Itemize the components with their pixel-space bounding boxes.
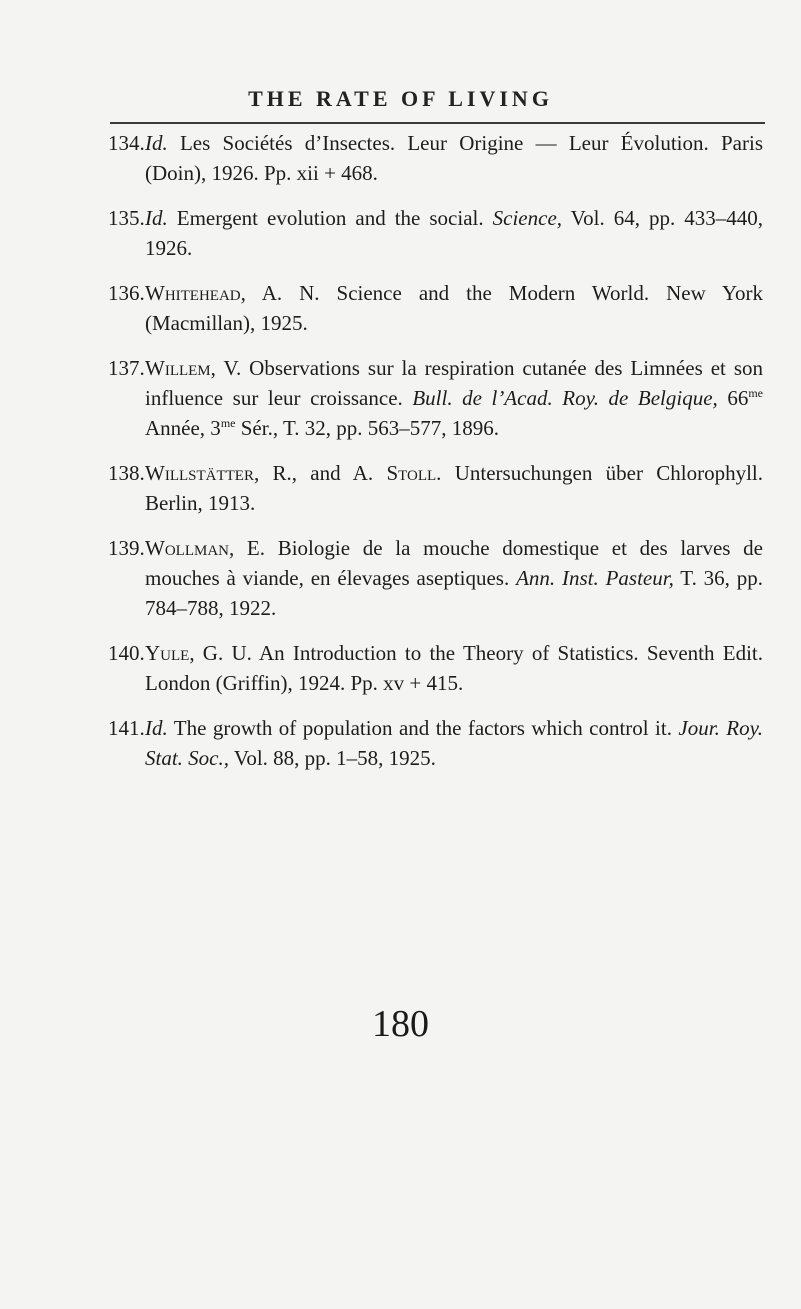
reference-text-segment: Vol. 64, pp. 433–440, 1926.	[145, 206, 763, 260]
reference-text-segment: Wollman,	[145, 536, 235, 560]
reference-text-segment: me	[220, 416, 236, 430]
reference-text-segment: R., and A.	[259, 461, 387, 485]
reference-entry	[108, 713, 763, 773]
reference-text-segment: Untersuchungen über Chlorophyll. Berlin, 1913.	[145, 461, 763, 515]
reference-text-segment: Willstätter,	[145, 461, 260, 485]
reference-list	[108, 128, 763, 788]
reference-text-segment: 66	[717, 386, 749, 410]
reference-number: 139.	[108, 536, 145, 560]
reference-text-segment: Emergent evolution and the social.	[167, 206, 493, 230]
reference-text-segment: A. N. Science and the Modern World. New York (Macmillan), 1925.	[145, 281, 763, 335]
reference-text-segment: Whitehead,	[145, 281, 246, 305]
reference-entry	[108, 203, 763, 263]
reference-text-segment: G. U. An Introduction to the Theory of Statistics. Seventh Edit. London (Griffin), 1924. Pp. xv + 415.	[145, 641, 763, 695]
reference-number: 137.	[108, 356, 145, 380]
reference-number: 134.	[108, 131, 145, 155]
reference-text-segment: Ann. Inst. Pasteur,	[516, 566, 674, 590]
reference-entry	[108, 458, 763, 518]
reference-number: 140.	[108, 641, 145, 665]
reference-entry	[108, 533, 763, 623]
running-head: THE RATE OF LIVING	[248, 86, 553, 111]
reference-text-segment: Yule,	[145, 641, 195, 665]
reference-text-segment: V. Observations sur la respiration cutanée des Limnées et son influence sur leur croissance.	[145, 356, 763, 410]
reference-text-segment: Id.	[145, 206, 168, 230]
reference-entry	[108, 353, 763, 443]
reference-text-segment: Année, 3	[145, 416, 221, 440]
reference-text-segment: T. 36, pp. 784–788, 1922.	[145, 566, 764, 620]
reference-number: 138.	[108, 461, 145, 485]
reference-text-segment: Id.	[145, 716, 168, 740]
reference-entry	[108, 128, 763, 188]
page-number: 180	[372, 1003, 429, 1045]
reference-text-segment: Les Sociétés d’Insectes. Leur Origine — Leur Évolution. Paris (Doin), 1926. Pp. xii + 468.	[145, 131, 763, 185]
reference-text-segment: Stoll.	[386, 461, 442, 485]
reference-number: 141.	[108, 716, 145, 740]
reference-text-segment: Willem,	[145, 356, 216, 380]
reference-text-segment: Science,	[492, 206, 563, 230]
reference-text-segment: Sér., T. 32, pp. 563–577, 1896.	[235, 416, 499, 440]
reference-number: 135.	[108, 206, 145, 230]
reference-entry	[108, 278, 763, 338]
reference-text-segment: Id.	[145, 131, 168, 155]
reference-number: 136.	[108, 281, 145, 305]
reference-text-segment: Vol. 88, pp. 1–58, 1925.	[229, 746, 436, 770]
reference-text-segment: E. Biologie de la mouche domestique et des larves de mouches à viande, en élevages aseptiques.	[145, 536, 763, 590]
reference-text-segment: me	[748, 386, 763, 400]
header-rule	[110, 122, 765, 124]
reference-text-segment: Jour. Roy. Stat. Soc.,	[145, 716, 763, 770]
reference-text-segment: The growth of population and the factors which control it.	[167, 716, 679, 740]
reference-entry	[108, 638, 763, 698]
reference-text-segment: Bull. de l’Acad. Roy. de Belgique,	[412, 386, 718, 410]
